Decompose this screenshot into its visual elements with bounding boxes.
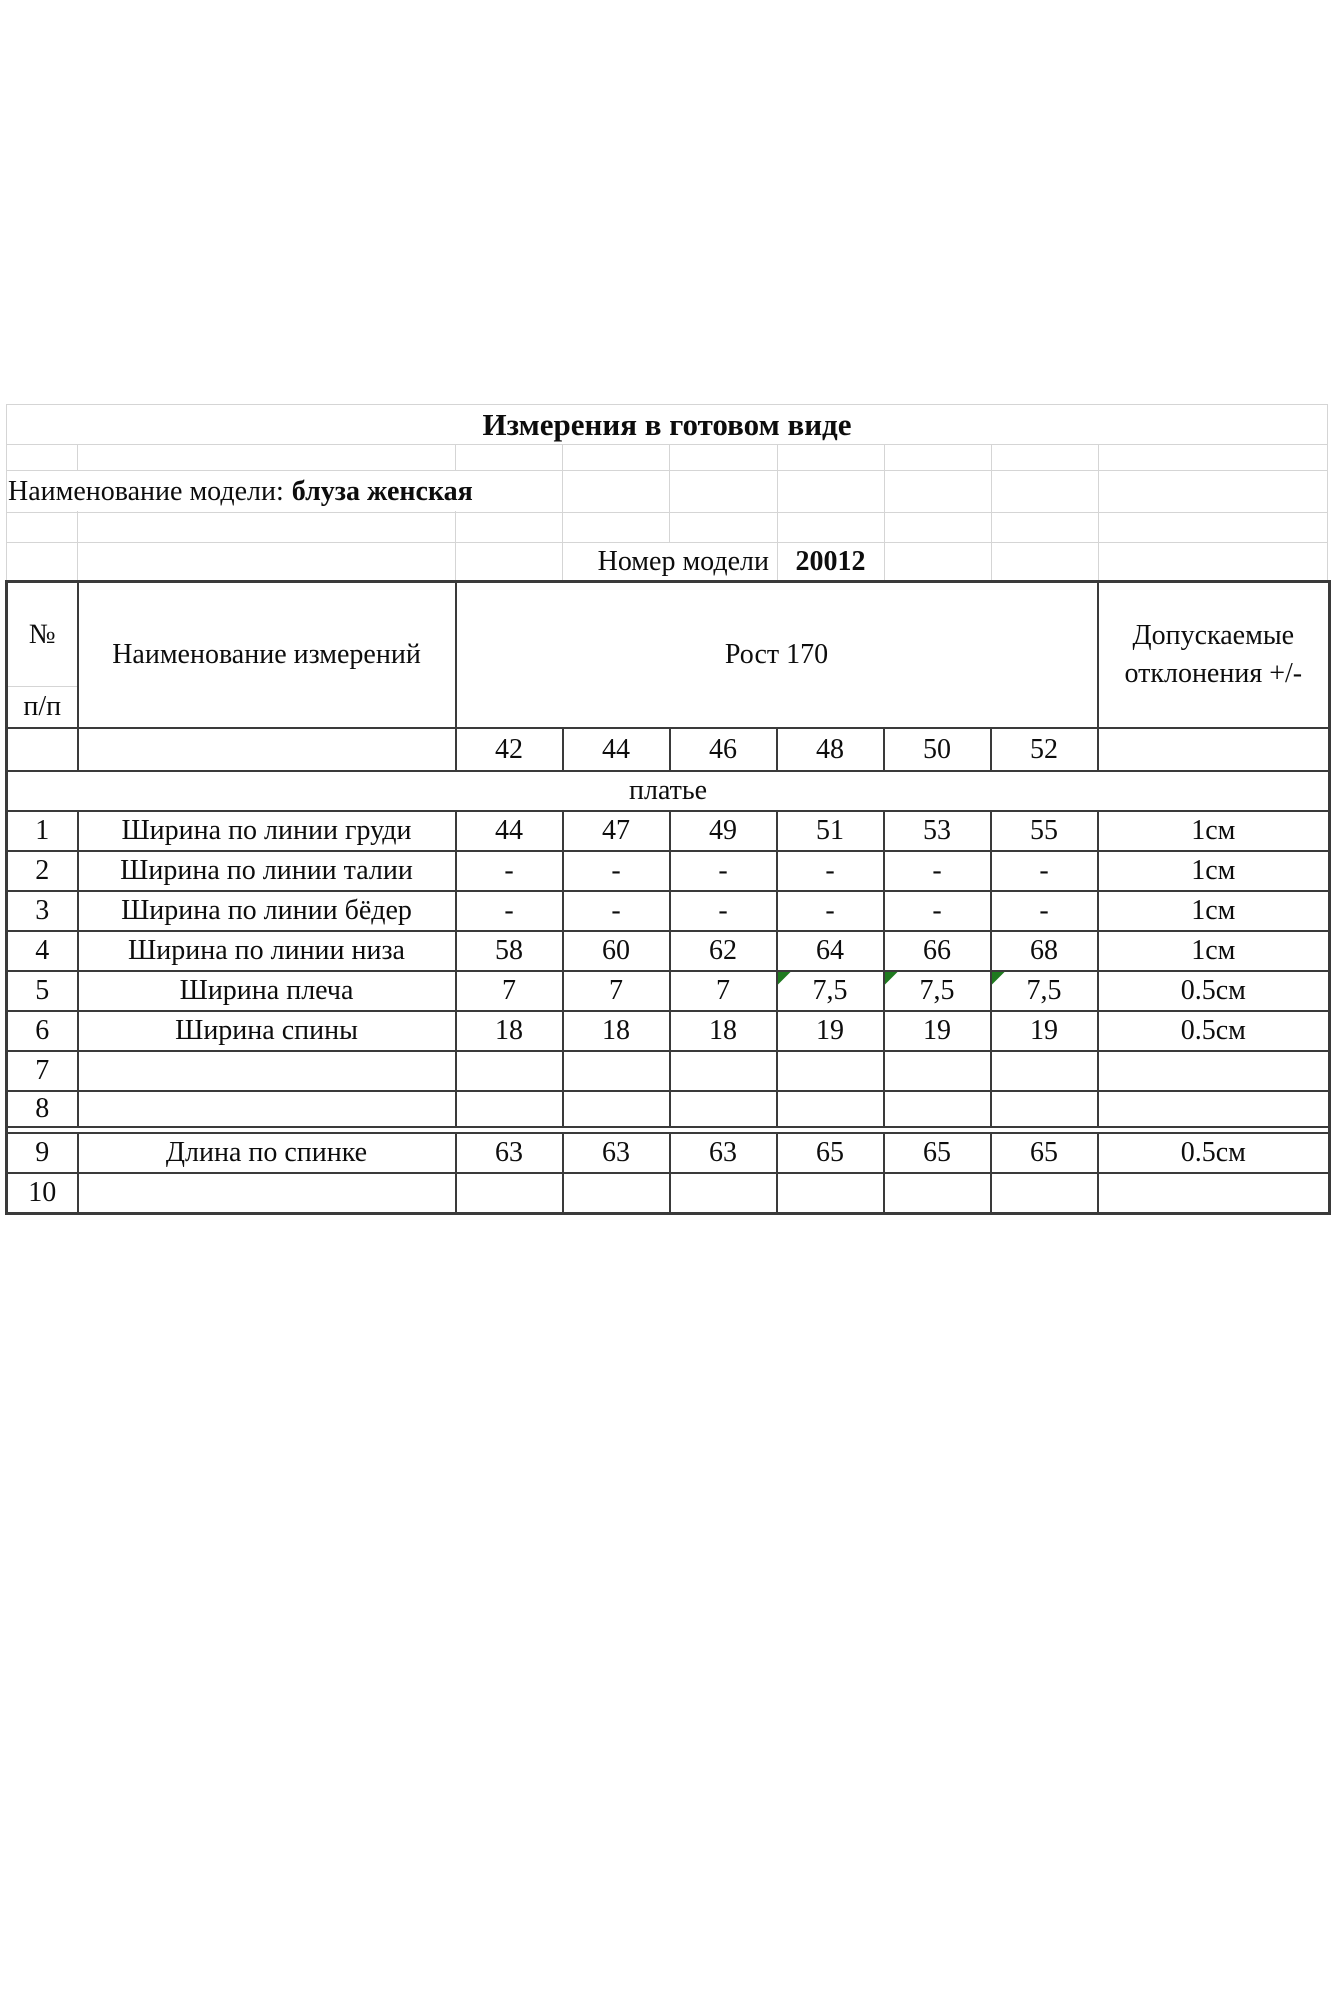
value-cell <box>777 1091 884 1127</box>
error-flag-icon <box>778 972 791 985</box>
value-cell <box>777 931 884 971</box>
value-text: 63 <box>709 1137 737 1169</box>
model-name-label: Наименование модели: <box>8 476 284 507</box>
table-row <box>7 1091 1330 1127</box>
model-number-value: 20012 <box>779 543 882 580</box>
col-header-measurement-name: Наименование измерений <box>78 582 456 729</box>
gridline <box>777 444 778 581</box>
table-row <box>7 931 1330 971</box>
value-cell <box>884 1133 991 1173</box>
measurement-name-cell: Ширина по линии бёдер <box>78 891 456 931</box>
value-cell <box>777 891 884 931</box>
value-cell <box>777 1011 884 1051</box>
row-number-cell: 9 <box>7 1133 78 1173</box>
tolerance-cell: 0.5см <box>1098 1011 1330 1051</box>
table-row <box>7 891 1330 931</box>
value-cell <box>777 971 884 1011</box>
measurement-name-cell: Длина по спинке <box>78 1133 456 1173</box>
size-col-header: 50 <box>884 728 991 771</box>
value-cell <box>563 931 670 971</box>
value-cell <box>563 1051 670 1091</box>
measurement-name-cell: Ширина спины <box>78 1011 456 1051</box>
value-cell <box>991 971 1098 1011</box>
empty-cell <box>1098 728 1330 771</box>
value-cell <box>991 1051 1098 1091</box>
row-number-cell: 6 <box>7 1011 78 1051</box>
row-number-cell: 2 <box>7 851 78 891</box>
value-cell <box>670 811 777 851</box>
size-col-header: 46 <box>670 728 777 771</box>
value-text: 7,5 <box>919 975 955 1007</box>
value-cell <box>991 931 1098 971</box>
gridline <box>455 444 456 581</box>
measurement-name-cell <box>78 1091 456 1127</box>
value-text: 19 <box>816 1015 844 1047</box>
num-sub-label: п/п <box>23 691 62 723</box>
error-flag-icon <box>992 972 1005 985</box>
value-text: 7 <box>716 975 730 1007</box>
value-cell <box>563 971 670 1011</box>
value-cell <box>563 1091 670 1127</box>
value-cell <box>670 1173 777 1213</box>
value-cell <box>777 1133 884 1173</box>
value-cell <box>991 851 1098 891</box>
value-cell <box>777 811 884 851</box>
value-text: 63 <box>602 1137 630 1169</box>
value-cell <box>456 931 563 971</box>
empty-cell <box>7 728 78 771</box>
value-cell <box>670 1011 777 1051</box>
value-cell <box>456 971 563 1011</box>
col-header-height-group: Рост 170 <box>456 582 1098 729</box>
gridline <box>1098 444 1099 581</box>
value-cell <box>991 1091 1098 1127</box>
measurement-name-cell: Ширина по линии низа <box>78 931 456 971</box>
tolerance-cell: 1см <box>1098 811 1330 851</box>
value-cell <box>456 891 563 931</box>
table-row <box>7 971 1330 1011</box>
value-cell <box>670 891 777 931</box>
value-cell <box>670 971 777 1011</box>
value-text: 62 <box>709 935 737 967</box>
measurement-name-cell <box>78 1173 456 1213</box>
sizes-row <box>7 728 1330 771</box>
table-row <box>7 1173 1330 1213</box>
value-text: 7 <box>502 975 516 1007</box>
value-cell <box>991 811 1098 851</box>
value-text: 68 <box>1030 935 1059 967</box>
value-text: - <box>504 855 514 887</box>
value-text: - <box>718 895 728 927</box>
value-cell <box>456 1133 563 1173</box>
value-cell <box>670 931 777 971</box>
col-header-tolerance: Допускаемые отклонения +/- <box>1098 582 1330 729</box>
num-label: № <box>28 618 56 650</box>
row-number-cell: 1 <box>7 811 78 851</box>
value-text: - <box>825 895 835 927</box>
tolerance-cell <box>1098 1173 1330 1213</box>
measurement-name-cell <box>78 1051 456 1091</box>
value-cell <box>563 1133 670 1173</box>
value-cell <box>456 851 563 891</box>
empty-cell <box>78 728 456 771</box>
size-col-header: 42 <box>456 728 563 771</box>
value-text: 60 <box>602 935 630 967</box>
value-cell <box>777 1051 884 1091</box>
value-cell <box>991 891 1098 931</box>
value-cell <box>456 811 563 851</box>
value-text: - <box>1039 855 1049 887</box>
value-cell <box>670 851 777 891</box>
value-text: - <box>1039 895 1049 927</box>
value-text: - <box>825 855 835 887</box>
value-cell <box>884 1091 991 1127</box>
value-cell <box>563 851 670 891</box>
value-cell <box>884 851 991 891</box>
tolerance-cell: 0.5см <box>1098 1133 1330 1173</box>
value-cell <box>670 1133 777 1173</box>
gridline <box>6 444 1328 445</box>
table-row <box>7 851 1330 891</box>
value-text: - <box>611 855 621 887</box>
value-cell <box>563 1011 670 1051</box>
value-cell <box>456 1011 563 1051</box>
size-col-header: 48 <box>777 728 884 771</box>
gridline <box>991 444 992 581</box>
table-row <box>7 1011 1330 1051</box>
row-number-cell: 10 <box>7 1173 78 1213</box>
value-cell <box>563 1173 670 1213</box>
value-text: - <box>932 895 942 927</box>
measurement-name-cell: Ширина по линии груди <box>78 811 456 851</box>
tolerance-cell <box>1098 1091 1330 1127</box>
sheet-title: Измерения в готовом виде <box>482 407 852 442</box>
value-text: 47 <box>602 815 630 847</box>
measurement-name-cell: Ширина по линии талии <box>78 851 456 891</box>
value-text: - <box>932 855 942 887</box>
value-text: 58 <box>495 935 523 967</box>
value-text: 18 <box>495 1015 523 1047</box>
measurements-table <box>5 580 1331 1215</box>
value-text: 53 <box>923 815 951 847</box>
value-cell <box>884 811 991 851</box>
value-text: 64 <box>816 935 844 967</box>
table-row <box>7 811 1330 851</box>
tolerance-cell: 1см <box>1098 931 1330 971</box>
value-text: 65 <box>1030 1137 1059 1169</box>
col-header-num <box>7 582 78 729</box>
value-text: 65 <box>923 1137 951 1169</box>
row-number-cell: 4 <box>7 931 78 971</box>
tolerance-cell: 1см <box>1098 851 1330 891</box>
model-name-line <box>7 471 487 511</box>
gridline <box>562 444 563 581</box>
value-text: 44 <box>495 815 523 847</box>
header-row <box>7 582 1330 729</box>
value-text: 51 <box>816 815 844 847</box>
gridline <box>77 444 78 581</box>
model-name-value: блуза женская <box>291 476 473 507</box>
row-number-cell: 7 <box>7 1051 78 1091</box>
value-text: 49 <box>709 815 737 847</box>
value-text: 66 <box>923 935 951 967</box>
value-cell <box>777 851 884 891</box>
value-cell <box>884 1011 991 1051</box>
section-row <box>7 771 1330 811</box>
section-label: платье <box>7 771 1330 811</box>
row-number-cell: 3 <box>7 891 78 931</box>
row-number-cell: 5 <box>7 971 78 1011</box>
gridline <box>884 444 885 581</box>
error-flag-icon <box>885 972 898 985</box>
value-text: 18 <box>602 1015 630 1047</box>
value-cell <box>884 891 991 931</box>
table-row <box>7 1051 1330 1091</box>
size-col-header: 44 <box>563 728 670 771</box>
value-cell <box>991 1011 1098 1051</box>
gridline <box>6 512 1328 513</box>
size-col-header: 52 <box>991 728 1098 771</box>
value-cell <box>456 1051 563 1091</box>
value-text: 19 <box>1030 1015 1059 1047</box>
model-number-label: Номер модели <box>569 543 769 580</box>
row-number-cell: 8 <box>7 1091 78 1127</box>
value-cell <box>991 1173 1098 1213</box>
tolerance-cell: 1см <box>1098 891 1330 931</box>
value-text: 55 <box>1030 815 1059 847</box>
value-text: - <box>504 895 514 927</box>
value-cell <box>884 1051 991 1091</box>
value-cell <box>456 1091 563 1127</box>
tolerance-cell <box>1098 1051 1330 1091</box>
measurement-name-cell: Ширина плеча <box>78 971 456 1011</box>
value-cell <box>670 1091 777 1127</box>
value-text: 19 <box>923 1015 951 1047</box>
value-cell <box>563 811 670 851</box>
tolerance-cell: 0.5см <box>1098 971 1330 1011</box>
value-text: 7 <box>609 975 623 1007</box>
value-cell <box>670 1051 777 1091</box>
value-cell <box>991 1133 1098 1173</box>
value-cell <box>884 931 991 971</box>
value-text: 7,5 <box>1026 975 1062 1007</box>
value-text: 18 <box>709 1015 737 1047</box>
value-cell <box>563 891 670 931</box>
value-cell <box>884 971 991 1011</box>
value-text: 63 <box>495 1137 523 1169</box>
table-row <box>7 1133 1330 1173</box>
value-cell <box>456 1173 563 1213</box>
value-cell <box>777 1173 884 1213</box>
value-text: - <box>718 855 728 887</box>
value-text: 7,5 <box>812 975 848 1007</box>
value-cell <box>884 1173 991 1213</box>
value-text: - <box>611 895 621 927</box>
value-text: 65 <box>816 1137 844 1169</box>
